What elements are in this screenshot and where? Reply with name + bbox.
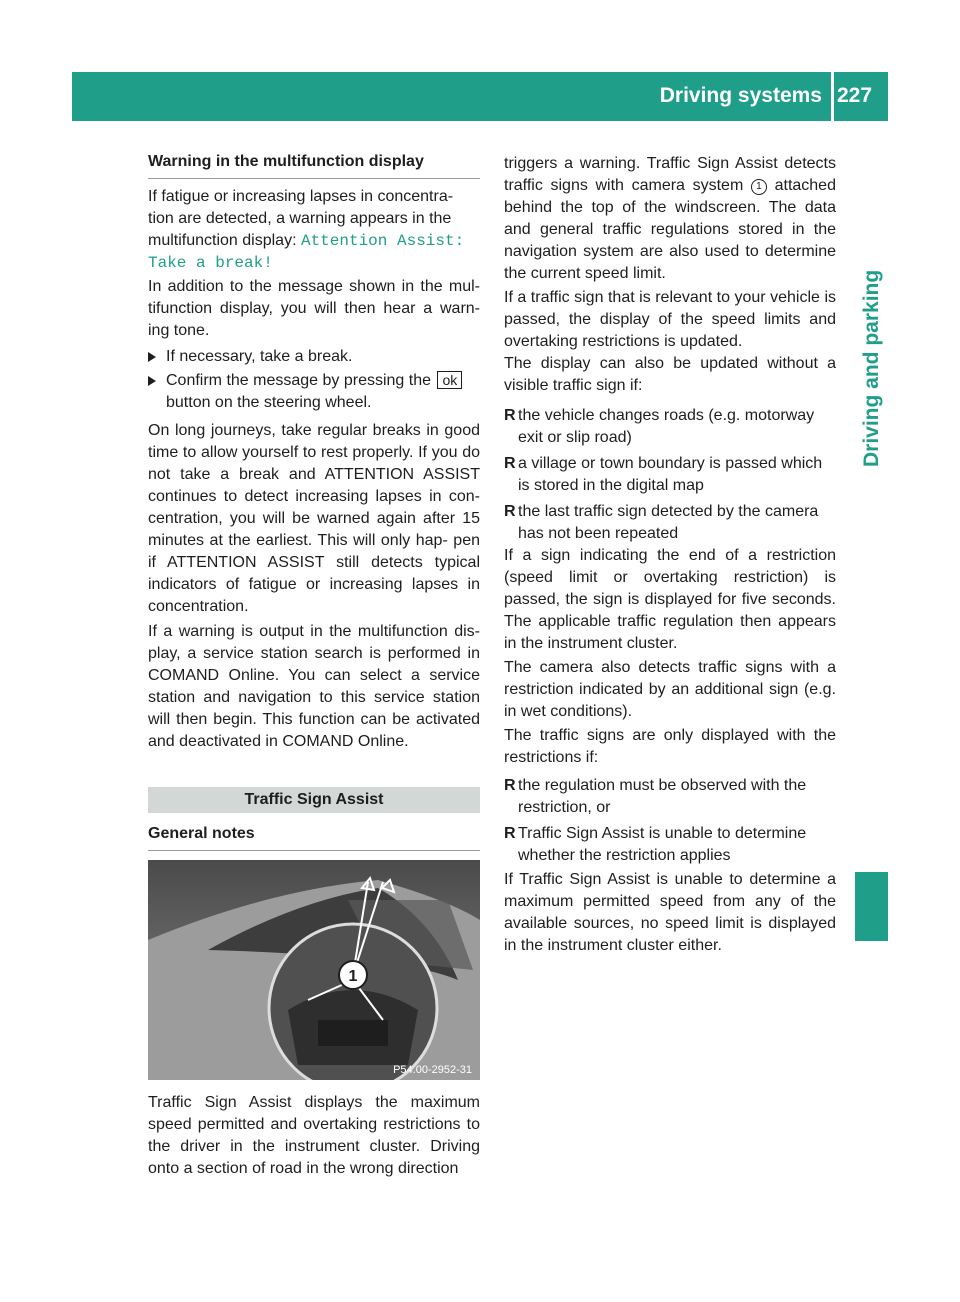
text-line: If fatigue or increasing lapses in concentra- <box>148 188 454 205</box>
list-item-text: the last traffic sign detected by the camera has not been repeated <box>518 503 819 542</box>
text-span: triggers a warning. Traffic Sign Assist detects traffic signs with camera system <box>504 155 836 194</box>
step-arrow-icon <box>148 376 156 386</box>
list-item <box>504 453 836 497</box>
figure-illustration <box>148 860 480 1080</box>
heading-rule <box>148 178 480 179</box>
step-text: Confirm the message by pressing the <box>166 372 432 389</box>
list-item <box>504 501 836 545</box>
step-arrow-icon <box>148 352 156 362</box>
chapter-tab-marker <box>855 872 888 941</box>
step-text: If necessary, take a break. <box>166 348 353 365</box>
text-line <box>148 230 480 252</box>
bullet-glyph: R <box>504 407 516 424</box>
text-span: multifunction display: <box>148 232 297 249</box>
bullet-list-conditions <box>504 405 836 545</box>
paragraph-tone: In addition to the message shown in the mul- tifunction display, you will then hear a warn- ing tone. <box>148 278 480 339</box>
page-number: 227 <box>837 84 873 107</box>
figure-callout-1: 1 <box>348 968 358 985</box>
display-message-line2: Take a break! <box>148 254 273 272</box>
bullet-glyph: R <box>504 455 516 472</box>
callout-1-icon: 1 <box>751 179 767 195</box>
paragraph-without-sign: The display can also be updated without a visible traffic sign if: <box>504 355 836 394</box>
step-text: button on the steering wheel. <box>166 394 372 411</box>
display-message-line1: Attention Assist: <box>300 232 465 250</box>
list-item <box>504 775 836 819</box>
paragraph-long-journeys: On long journeys, take regular breaks in good time to allow yourself to rest properly. If you do not take a break and ATTENTION ASSIST continues to detect increasing lapses in con- centration, you will be warned again after 15 minutes at the earliest. This will only hap- pen if ATTENTION ASSIST still detects typical indicators of fatigue or increasing lapses in concentration. <box>148 422 480 615</box>
bullet-glyph: R <box>504 825 516 842</box>
paragraph-traffic-sign-intro: Traffic Sign Assist displays the maximum speed permitted and overtaking restrictions to the driver in the instrument cluster. Driving onto a section of road in the wrong direction <box>148 1094 480 1177</box>
list-item-text: the vehicle changes roads (e.g. motorway exit or slip road) <box>518 407 815 446</box>
paragraph-intro <box>148 186 480 274</box>
section-band-traffic-sign-assist <box>148 787 480 813</box>
text-span: attached behind the top of the windscreen. The data and general traffic regulations stored in the navigation system are also used to determine the current speed limit. <box>504 177 836 282</box>
heading-rule <box>148 850 480 851</box>
paragraph-speed-update: If a traffic sign that is relevant to your vehicle is passed, the display of the speed limits and overtaking restrictions is updated. <box>504 289 836 350</box>
windscreen-camera-figure <box>148 860 480 1080</box>
paragraph-service-station: If a warning is output in the multifunction dis- play, a service station search is performed in COMAND Online. You can select a service station and navigation to this service station will then begin. This function can be activated and deactivated in COMAND Online. <box>148 623 480 750</box>
section-band-title: Traffic Sign Assist <box>244 791 384 808</box>
text-line: tion are detected, a warning appears in the <box>148 210 452 227</box>
bullet-glyph: R <box>504 503 516 520</box>
paragraph-restrictions-if: The traffic signs are only displayed with the restrictions if: <box>504 727 836 766</box>
figure-code: P54.00-2952-31 <box>393 1064 472 1076</box>
section-heading-warning: Warning in the multifunction display <box>148 153 424 170</box>
bullet-list-restrictions <box>504 775 836 867</box>
header-divider <box>831 72 834 121</box>
chapter-tab-label: Driving and parking <box>860 269 883 467</box>
bullet-glyph: R <box>504 777 516 794</box>
paragraph-no-speed-limit: If Traffic Sign Assist is unable to determine a maximum permitted speed from any of the available sources, no speed limit is displayed in the instrument cluster either. <box>504 871 836 954</box>
list-item <box>504 823 836 867</box>
list-item-text: a village or town boundary is passed which is stored in the digital map <box>518 455 823 494</box>
list-item <box>504 405 836 449</box>
paragraph-camera-system <box>504 153 836 285</box>
ok-button-icon: ok <box>437 371 462 389</box>
paragraph-end-restriction: If a sign indicating the end of a restriction (speed limit or overtaking restriction) is passed, the sign is displayed for five seconds. The applicable traffic regulation then appears in the instrument cluster. <box>504 547 836 652</box>
list-item-text: Traffic Sign Assist is unable to determine whether the restriction applies <box>518 825 807 864</box>
list-item-text: the regulation must be observed with the restriction, or <box>518 777 807 816</box>
page-section-title: Driving systems <box>659 84 822 107</box>
paragraph-additional-sign: The camera also detects traffic signs with a restriction indicated by an additional sign (e.g. in wet conditions). <box>504 659 836 720</box>
section-heading-general-notes: General notes <box>148 825 255 842</box>
